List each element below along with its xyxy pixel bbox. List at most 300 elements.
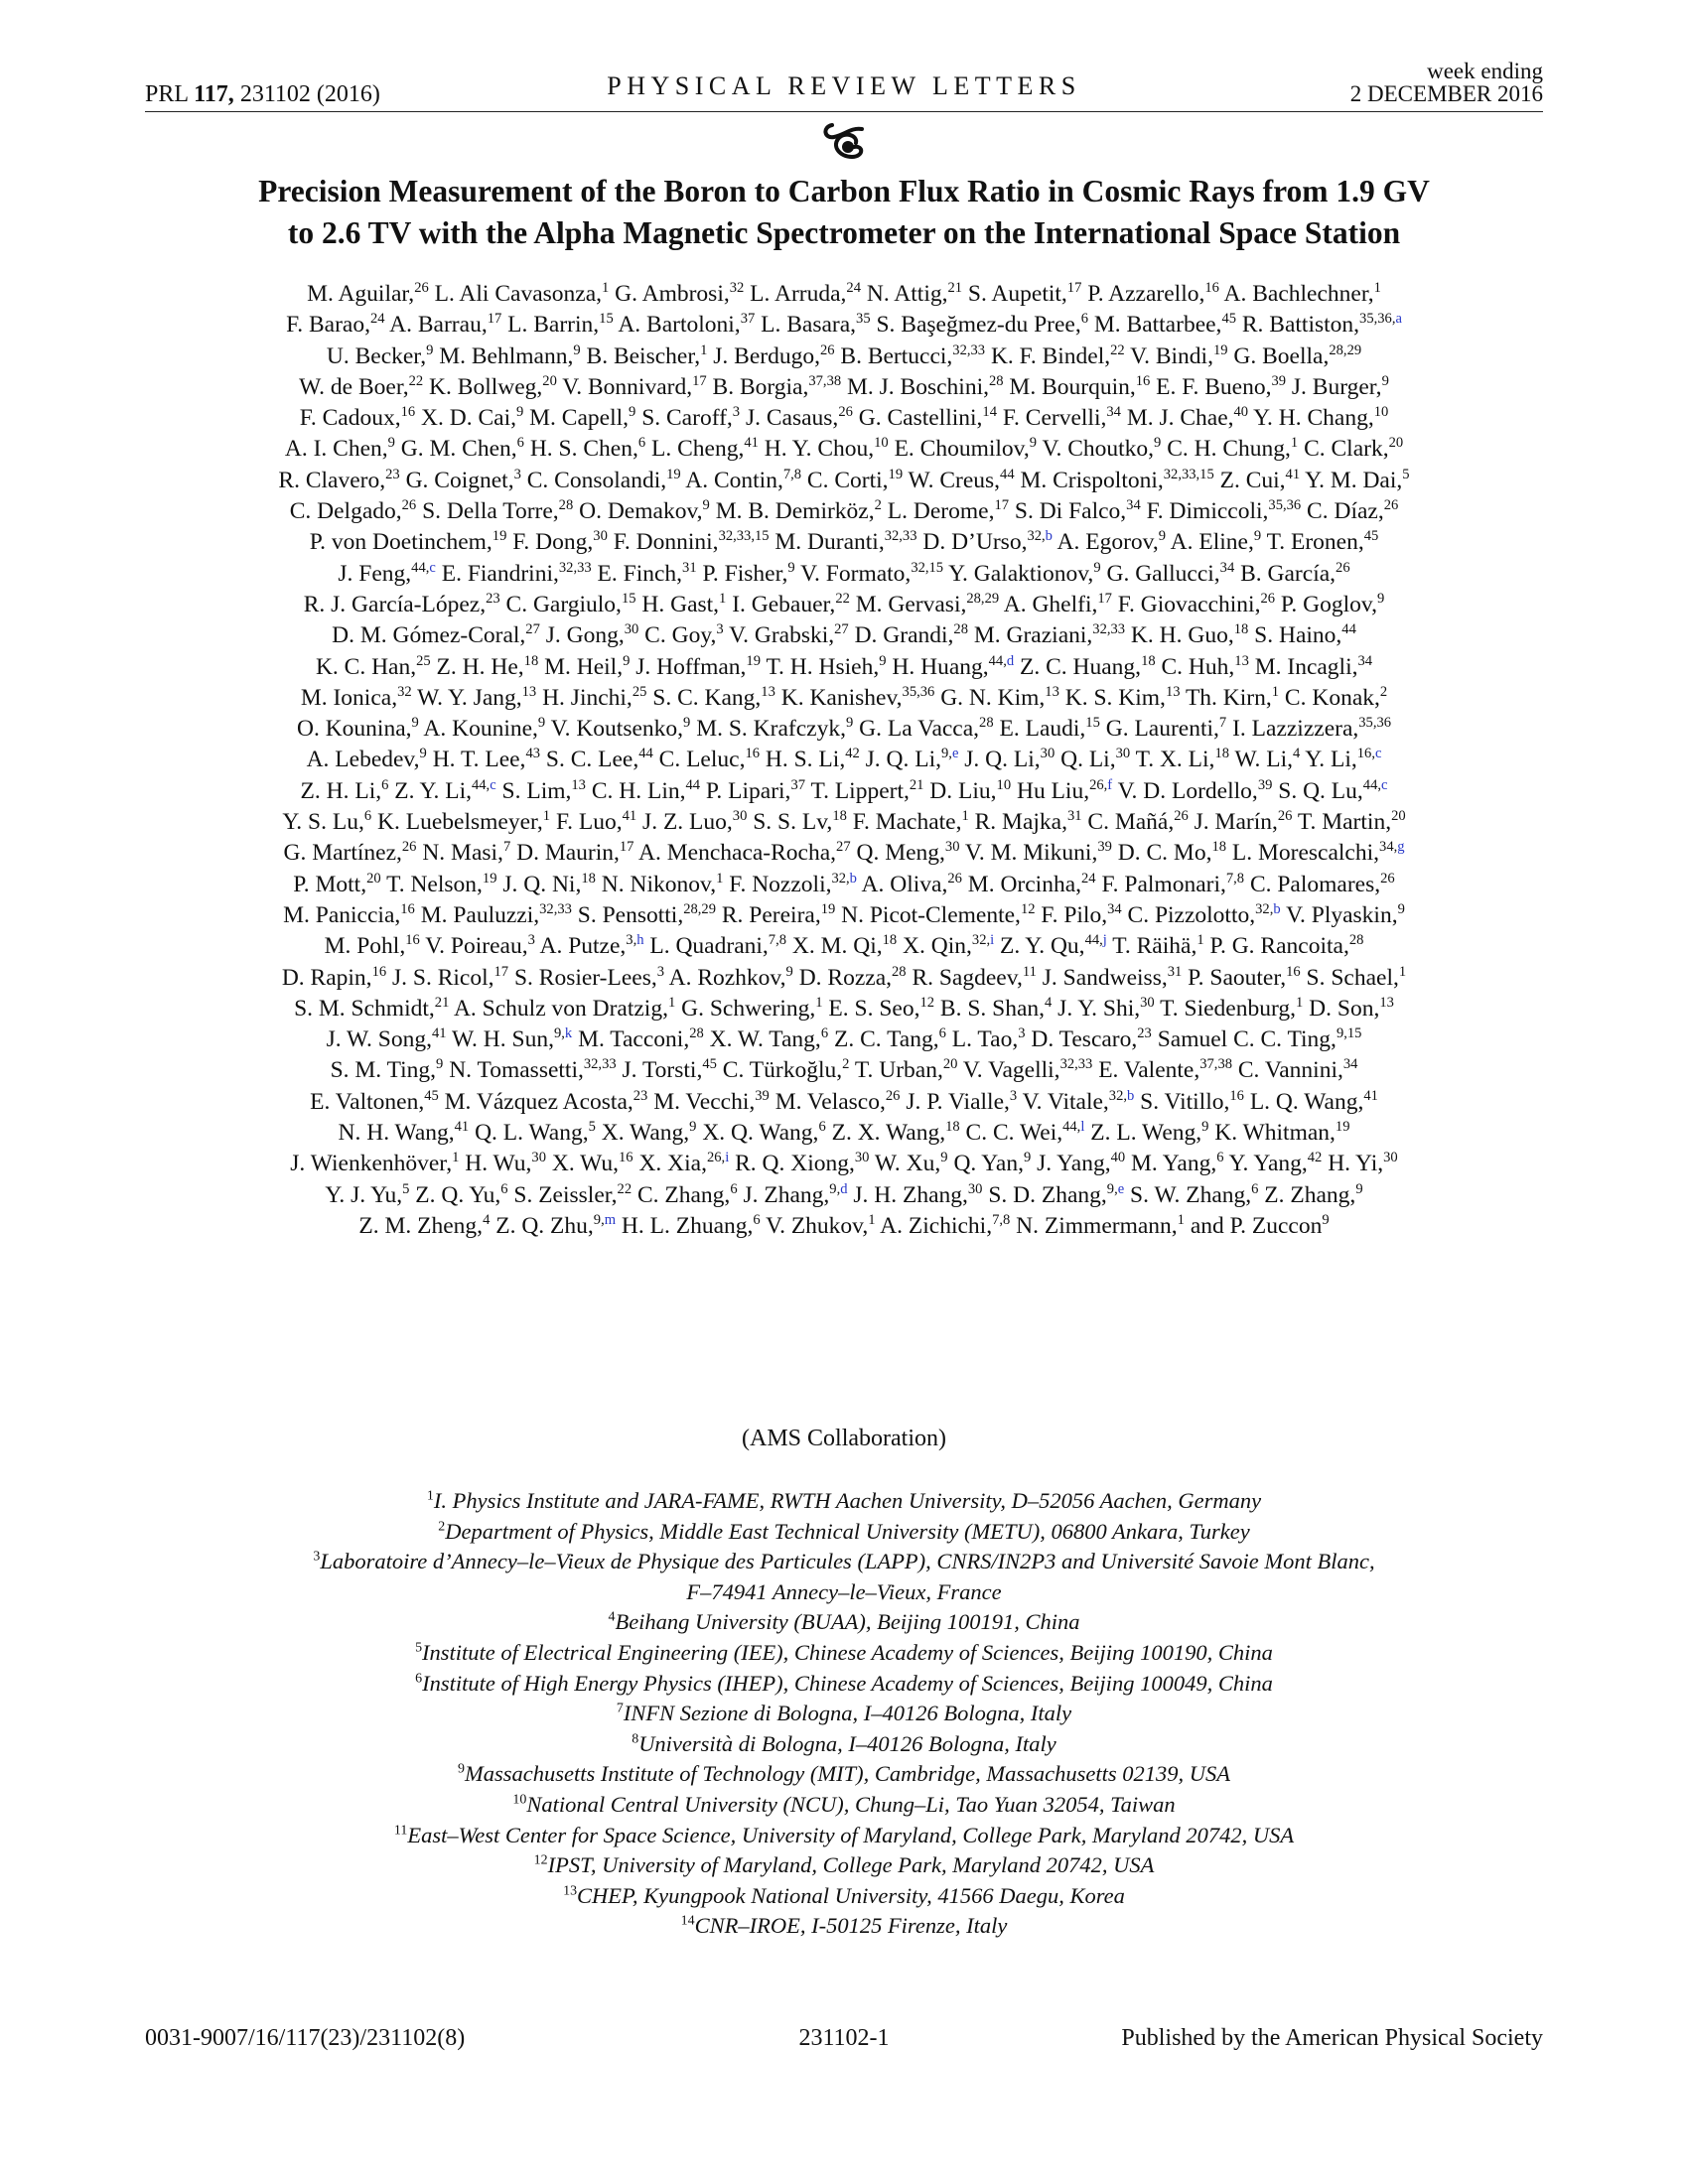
affiliation-index: 30 <box>1115 746 1131 762</box>
author-name-text: Y. H. Chang, <box>1253 405 1374 432</box>
author-line <box>139 496 1549 527</box>
author-name-text: K. C. Han, <box>315 653 417 680</box>
affiliation-number: 1 <box>426 1488 434 1504</box>
author-name-text: V. D. Lordello, <box>1117 777 1258 804</box>
affiliation-index: 9 <box>1093 559 1101 576</box>
footnote-link[interactable]: d <box>1006 652 1015 669</box>
author-name-text: W. Creus, <box>908 467 1001 493</box>
author-name-text: T. Lippert, <box>810 777 910 804</box>
author-name-text: K. S. Kim, <box>1064 684 1166 711</box>
footnote-link[interactable]: b <box>1045 528 1053 545</box>
author-name-text: Z. Cui, <box>1219 467 1286 493</box>
author-name <box>415 1182 507 1208</box>
author-name-text: A. Oliva, <box>861 871 948 897</box>
affiliation-index: 45 <box>702 1056 717 1073</box>
author-name <box>1188 965 1301 991</box>
author-name-text: D. Maurin, <box>516 840 620 867</box>
author-name-text: V. Bonnivard, <box>562 373 693 400</box>
affiliation-index: 18 <box>945 1118 960 1135</box>
affiliation-index: 1 <box>1398 963 1407 980</box>
author-name <box>775 1089 901 1115</box>
author-name-text: Q. Meng, <box>856 840 945 867</box>
author-name <box>867 281 962 307</box>
affiliation-number: 13 <box>563 1883 578 1899</box>
author-name <box>1118 778 1273 804</box>
footnote-link[interactable]: e <box>1117 1180 1125 1197</box>
author-name <box>1094 312 1236 338</box>
footnote-link[interactable]: g <box>1397 839 1405 856</box>
affiliation-index: 1 <box>1296 994 1304 1011</box>
author-name-text: C. Leluc, <box>658 747 746 773</box>
author-name-text: R. Battiston, <box>1241 312 1360 339</box>
affiliation-index: 6 <box>381 776 389 793</box>
affiliation-index: 34 <box>1357 652 1373 669</box>
author-name-text: H. Huang, <box>892 653 989 680</box>
author-name-text: C. Corti, <box>806 467 889 493</box>
author-name <box>1130 1182 1258 1208</box>
author-name-text: N. Zimmermann, <box>1016 1212 1178 1239</box>
author-name <box>638 840 851 866</box>
author-name <box>1057 529 1167 555</box>
affiliation-index: 18 <box>523 652 539 669</box>
author-name <box>1127 405 1248 431</box>
author-name-text: J. Torsti, <box>622 1057 703 1084</box>
author-name <box>1255 654 1372 680</box>
affiliation-index: 30 <box>854 1150 870 1166</box>
affiliation-index: 35,36, <box>1359 311 1396 328</box>
author-name <box>1020 468 1213 493</box>
author-name <box>975 809 1082 835</box>
affiliation-index: 13 <box>521 683 537 700</box>
affiliation-index: 9 <box>1322 1211 1330 1228</box>
affiliation-index: 37 <box>790 776 805 793</box>
author-name-text: L. Barrin, <box>507 312 600 339</box>
author-name-text: A. Rozhkov, <box>668 964 786 991</box>
author-name <box>652 685 775 711</box>
affiliation-index: 13 <box>1165 683 1181 700</box>
author-name-text: H. T. Lee, <box>432 747 526 773</box>
author-name <box>615 281 744 307</box>
affiliation-line <box>149 1517 1539 1548</box>
affiliation-index: 9 <box>1029 435 1038 452</box>
affiliation-index: 9, <box>1106 1180 1118 1197</box>
affiliation-text: INFN Sezione di Bologna, I–40126 Bologna, Italy <box>623 1701 1072 1726</box>
author-name <box>723 1057 850 1083</box>
author-name <box>1267 529 1379 555</box>
affiliation-index: 6 <box>516 435 524 452</box>
author-name-text: S. Lim, <box>501 777 572 804</box>
author-name <box>1023 1089 1135 1115</box>
footnote-link[interactable]: a <box>1395 311 1402 328</box>
issue-date-block <box>1350 60 1543 105</box>
affiliation-index: 22 <box>617 1180 633 1197</box>
author-line <box>139 870 1549 900</box>
author-name <box>300 405 415 431</box>
author-name-text: W. Xu, <box>874 1151 941 1177</box>
author-name <box>953 1151 1031 1176</box>
affiliation-index: 18 <box>1233 621 1249 638</box>
author-name <box>1191 1213 1330 1239</box>
affiliation-index: 41 <box>744 435 759 452</box>
affiliation-index: 9, <box>829 1180 841 1197</box>
author-name <box>1278 778 1387 804</box>
author-name <box>602 1120 697 1146</box>
author-name-text: J. Zhang, <box>743 1181 830 1208</box>
author-name <box>1250 872 1395 897</box>
author-name-text: I. Lazzizzera, <box>1232 716 1359 743</box>
affiliation-line <box>149 1759 1539 1790</box>
affiliation-index: 39 <box>755 1087 770 1104</box>
footnote-link[interactable]: c <box>1380 776 1388 793</box>
affiliation-index: 7,8 <box>1225 870 1245 887</box>
publisher-line: Published by the American Physical Society <box>1121 2025 1543 2051</box>
author-name <box>1242 312 1402 338</box>
affiliation-index: 10 <box>1373 404 1389 421</box>
footnote-link[interactable]: b <box>849 870 857 887</box>
author-name <box>544 654 630 680</box>
author-name <box>301 778 389 804</box>
author-name <box>1305 747 1381 772</box>
author-name <box>895 436 1038 462</box>
author-line <box>139 994 1549 1024</box>
author-name <box>642 809 747 835</box>
author-name <box>909 468 1015 493</box>
author-name <box>974 622 1125 648</box>
author-name-text: Y. Galaktionov, <box>948 560 1094 587</box>
affiliation-index: 44, <box>1362 776 1381 793</box>
author-name-text: C. Pizzolotto, <box>1127 901 1256 928</box>
author-name <box>866 747 959 772</box>
author-name <box>389 312 501 338</box>
footnote-link[interactable]: f <box>1107 776 1113 793</box>
affiliation-index: 18 <box>1141 652 1156 669</box>
affiliation-index: 9 <box>845 715 854 732</box>
author-name-text: M. B. Demirköz, <box>715 498 875 525</box>
author-name-text: K. Kanishev, <box>780 684 903 711</box>
author-name-text: Z. C. Tang, <box>833 1026 939 1053</box>
footnote-link[interactable]: e <box>951 746 959 762</box>
footnote-link[interactable]: j <box>1102 932 1107 949</box>
affiliation-index: 9, <box>593 1211 605 1228</box>
author-name-text: T. Räihä, <box>1112 933 1197 960</box>
author-name <box>506 592 636 617</box>
author-name-text: A. Lebedev, <box>306 747 420 773</box>
author-name-text: X. Qin, <box>903 933 972 960</box>
affiliation-index: 30 <box>531 1150 546 1166</box>
author-name <box>855 622 968 648</box>
author-name-text: X. Q. Wang, <box>702 1120 819 1147</box>
footnote-link[interactable]: l <box>1080 1118 1085 1135</box>
author-name-text: M. S. Krafczyk, <box>696 716 846 743</box>
author-name-text: J. Hoffman, <box>635 653 747 680</box>
author-name <box>735 1151 869 1176</box>
author-name <box>429 374 557 400</box>
footnote-link[interactable]: i <box>725 1150 730 1166</box>
affiliation-index: 1 <box>700 341 708 358</box>
author-name-text: M. Vázquez Acosta, <box>444 1088 633 1115</box>
affiliation-index: 32 <box>729 279 745 296</box>
author-name <box>641 405 740 431</box>
author-name <box>1220 468 1301 493</box>
author-name <box>781 685 935 711</box>
affiliation-index: 31 <box>682 559 697 576</box>
author-name-text: V. M. Mikuni, <box>964 840 1098 867</box>
aps-logo-icon <box>818 117 870 161</box>
author-name <box>278 468 399 493</box>
author-name-text: G. Coignet, <box>405 467 514 493</box>
author-name <box>442 561 592 587</box>
author-name <box>840 343 985 369</box>
footnote-link[interactable]: b <box>1273 900 1281 917</box>
author-name-text: Y. M. Dai, <box>1305 467 1403 493</box>
author-name-text: N. Nikonov, <box>601 871 717 897</box>
affiliation-index: 1 <box>815 994 823 1011</box>
author-line <box>139 559 1549 590</box>
affiliation-index: 9 <box>1023 1150 1032 1166</box>
author-name <box>649 933 786 959</box>
author-name-text: X. D. Cai, <box>421 405 516 432</box>
author-name <box>922 529 1053 555</box>
affiliation-index: 6 <box>637 435 646 452</box>
footnote-link[interactable]: i <box>990 932 995 949</box>
affiliation-index: 17 <box>994 497 1010 514</box>
author-name-text: S. Vitillo, <box>1140 1088 1230 1115</box>
author-name <box>332 622 540 648</box>
author-name-text: J. Gong, <box>545 622 625 649</box>
author-name <box>316 654 431 680</box>
author-name-text: J. Q. Ni, <box>502 871 582 897</box>
author-name <box>746 405 853 431</box>
author-name-text: N. Picot-Clemente, <box>841 901 1021 928</box>
affiliation-index: 39 <box>1257 776 1273 793</box>
author-name-text: H. S. Li, <box>765 747 846 773</box>
affiliation-index: 9 <box>879 652 887 669</box>
author-name <box>722 902 835 928</box>
author-name-text: S. Zeissler, <box>513 1181 618 1208</box>
author-name <box>1305 468 1409 493</box>
affiliation-index: 23 <box>486 590 500 607</box>
footnote-link[interactable]: c <box>1374 746 1382 762</box>
affiliation-list <box>149 1486 1539 1942</box>
author-name <box>401 436 524 462</box>
author-name <box>1195 809 1293 835</box>
author-name-text: J. Y. Shi, <box>1057 995 1141 1022</box>
affiliation-line <box>149 1699 1539 1729</box>
author-name <box>529 405 635 431</box>
author-name-text: L. Basara, <box>761 312 857 339</box>
affiliation-index: 6 <box>1080 311 1088 328</box>
affiliation-index: 5 <box>588 1118 596 1135</box>
author-name <box>578 1026 704 1052</box>
author-name <box>888 498 1009 524</box>
author-name <box>713 374 842 400</box>
affiliation-index: 30 <box>732 808 748 825</box>
author-name <box>301 685 412 711</box>
affiliation-index: 1 <box>961 808 969 825</box>
author-name-text: Hu Liu, <box>1016 777 1090 804</box>
affiliation-text: IPST, University of Maryland, College Park, Maryland 20742, USA <box>547 1852 1155 1878</box>
author-name-text: E. Fiandrini, <box>441 560 559 587</box>
affiliation-index: 26 <box>947 870 962 887</box>
affiliation-index: 4 <box>1045 994 1053 1011</box>
affiliation-index: 28 <box>988 372 1004 389</box>
author-line <box>139 652 1549 683</box>
affiliation-index: 32,15 <box>911 559 944 576</box>
author-name-text: C. Türkoğlu, <box>722 1057 843 1084</box>
author-name <box>702 561 794 587</box>
author-name-text: Y. Yang, <box>1228 1151 1308 1177</box>
author-name-text: G. M. Chen, <box>400 436 517 463</box>
footnote-link[interactable]: m <box>604 1211 617 1228</box>
footnote-link[interactable]: h <box>636 932 644 949</box>
affiliation-index: 16 <box>1135 372 1151 389</box>
author-name-text: S. M. Ting, <box>330 1057 437 1084</box>
author-name-text: D. Rapin, <box>281 964 372 991</box>
author-name <box>1156 374 1286 400</box>
author-name-text: X. M. Qi, <box>791 933 883 960</box>
author-name-text: K. Luebelsmeyer, <box>377 809 543 836</box>
affiliation-text: I. Physics Institute and JARA-FAME, RWTH Aachen University, D–52056 Aachen, Germany <box>433 1488 1262 1513</box>
author-name <box>425 933 535 959</box>
author-name-text: L. Derome, <box>887 498 995 525</box>
affiliation-text: National Central University (NCU), Chung–Li, Tao Yuan 32054, Taiwan <box>526 1791 1176 1817</box>
author-name <box>681 996 822 1022</box>
affiliation-index: 26 <box>819 341 835 358</box>
author-name <box>282 809 371 835</box>
affiliation-index: 9 <box>426 341 434 358</box>
footnote-link[interactable]: c <box>490 776 496 793</box>
author-name-text: F. Barao, <box>286 312 370 339</box>
author-name <box>729 622 849 648</box>
affiliation-index: 17 <box>493 963 509 980</box>
affiliation-index: 34 <box>1107 900 1122 917</box>
author-name-text: S. S. Lv, <box>753 809 833 836</box>
footnote-link[interactable]: c <box>429 559 436 576</box>
affiliation-index: 6 <box>753 1211 761 1228</box>
author-name-text: H. Wu, <box>465 1151 532 1177</box>
author-name <box>853 809 969 835</box>
affiliation-text: Università di Bologna, I–40126 Bologna, Italy <box>638 1730 1056 1756</box>
paper-title <box>149 171 1539 254</box>
affiliation-index: 44, <box>988 652 1007 669</box>
affiliation-index: 28 <box>1348 932 1364 949</box>
author-line <box>139 372 1549 403</box>
affiliation-index: 1 <box>1290 435 1299 452</box>
affiliation-index: 18 <box>832 808 847 825</box>
affiliation-index: 9 <box>1158 528 1167 545</box>
affiliation-index: 41 <box>454 1118 470 1135</box>
affiliation-number: 5 <box>415 1640 423 1656</box>
journal-ref-rest: 231102 (2016) <box>233 81 380 107</box>
author-name <box>641 592 726 617</box>
author-name-text: V. Poireau, <box>425 933 528 960</box>
author-name-text: Z. Q. Yu, <box>415 1181 501 1208</box>
affiliation-index: 45 <box>424 1087 439 1104</box>
affiliation-index: 3 <box>732 404 741 421</box>
affiliation-index: 6 <box>1251 1180 1259 1197</box>
author-name <box>644 622 724 648</box>
author-line <box>139 776 1549 807</box>
affiliation-number: 6 <box>415 1670 423 1686</box>
footnote-link[interactable]: b <box>1126 1087 1135 1104</box>
author-name <box>475 1120 596 1146</box>
author-name-text: C. Gargiulo, <box>505 591 622 617</box>
author-name-text: A. Ghelfi, <box>1003 591 1098 617</box>
author-name <box>855 1057 958 1083</box>
affiliation-index: 19 <box>666 466 681 482</box>
affiliation-index: 30 <box>1140 994 1155 1011</box>
author-name <box>765 436 889 462</box>
author-name-text: X. Wu, <box>551 1151 620 1177</box>
affiliation-index: 3 <box>716 621 724 638</box>
author-name-text: G. Laurenti, <box>1105 716 1219 743</box>
affiliation-number: 10 <box>512 1792 527 1808</box>
author-name-text: S. Q. Lu, <box>1278 777 1363 804</box>
affiliation-index: 7,8 <box>782 466 802 482</box>
author-name <box>1232 840 1405 866</box>
affiliation-index: 3 <box>527 932 535 949</box>
author-name-text: M. Velasco, <box>774 1088 886 1115</box>
affiliation-index: 31 <box>1167 963 1183 980</box>
author-name <box>445 1089 648 1115</box>
affiliation-index: 26 <box>1174 808 1189 825</box>
author-name <box>761 312 870 338</box>
author-name <box>417 685 536 711</box>
author-name-text: Z. L. Weng, <box>1090 1120 1202 1147</box>
author-name <box>859 716 993 742</box>
author-name-text: B. Borgia, <box>712 373 809 400</box>
affiliation-index: 44 <box>1000 466 1015 482</box>
author-name <box>546 747 653 772</box>
author-name <box>732 592 850 617</box>
author-name <box>1214 1120 1349 1146</box>
footnote-link[interactable]: k <box>564 1025 573 1042</box>
affiliation-text: Institute of High Energy Physics (IHEP), Chinese Academy of Sciences, Beijing 100049, China <box>422 1670 1273 1696</box>
affiliation-index: 20 <box>366 870 381 887</box>
affiliation-index: 7 <box>502 839 511 856</box>
author-name <box>285 436 395 462</box>
author-name-text: P. G. Rancoita, <box>1209 933 1349 960</box>
affiliation-index: 19 <box>820 900 836 917</box>
author-name <box>1065 685 1181 711</box>
author-name-text: M. Incagli, <box>1254 653 1358 680</box>
author-line <box>139 931 1549 962</box>
author-name <box>307 281 429 307</box>
author-name <box>512 529 608 555</box>
author-name-text: S. Rosier-Lees, <box>513 964 657 991</box>
author-name <box>1160 996 1303 1022</box>
affiliation-index: 3 <box>656 963 664 980</box>
affiliation-text: Beihang University (BUAA), Beijing 100191, China <box>615 1609 1080 1635</box>
author-name-text: A. Egorov, <box>1056 529 1159 556</box>
affiliation-index: 35,36 <box>902 683 935 700</box>
author-name-text: D. Grandi, <box>854 622 954 649</box>
affiliation-index: 26, <box>1089 776 1108 793</box>
author-name-text: T. Eronen, <box>1266 529 1364 556</box>
affiliation-index: 34, <box>1379 839 1398 856</box>
author-name <box>1162 654 1249 680</box>
author-name <box>422 498 573 524</box>
author-name-text: H. L. Zhuang, <box>621 1212 754 1239</box>
author-name <box>1281 592 1384 617</box>
author-name <box>1003 405 1121 431</box>
author-name-text: Y. J. Yu, <box>325 1181 403 1208</box>
author-name <box>637 1182 738 1208</box>
affiliation-index: 32,33 <box>539 900 572 917</box>
author-name <box>437 654 539 680</box>
footnote-link[interactable]: d <box>840 1180 848 1197</box>
author-line <box>139 434 1549 465</box>
